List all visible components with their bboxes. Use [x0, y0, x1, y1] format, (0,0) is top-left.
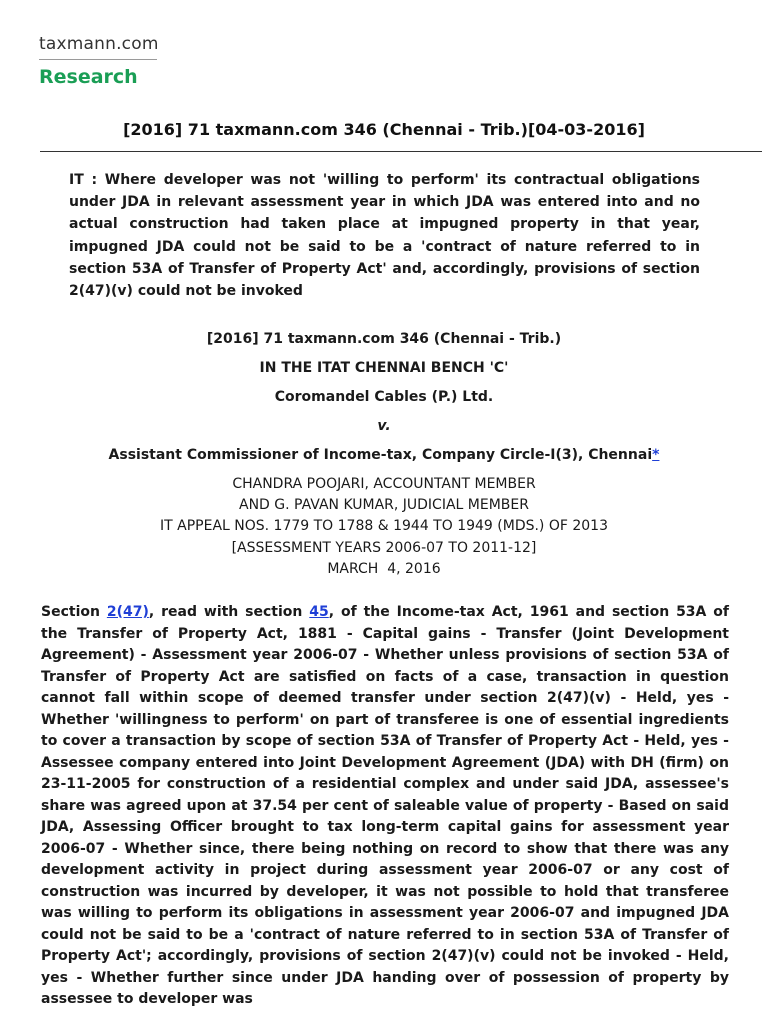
case-summary: IT : Where developer was not 'willing to perform' its contractual obligations under JDA in relevant assessment year in which JDA was entered into and no actual construction had taken place at impugned property in that year, impugned JDA could not be said to be a 'contract of nature referred to in section 53A of Transfer of Property Act' and, accordingly, provisions of section 2(47)(v) could not be invoked: [69, 172, 700, 300]
headnote-body: , of the Income-tax Act, 1961 and section 53A of the Transfer of Property Act, 1881 - Capital gains - Transfer (Joint Development Agreement) - Assessment year 2006-07 - Whether unless provisions of section 53A of Transfer of Property Act are satisfied on facts of a case, transaction in question cannot fall within scope of deemed transfer under section 2(47)(v) - Held, yes - Whether 'willingness to perform' on part of transferee is one of essential ingredients to cover a transaction by scope of section 53A of Transfer of Property Act - Held, yes - Assessee company entered into Joint Development Agreement (JDA) with DH (firm) on 23-11-2005 for construction of a residential complex and under said JDA, assessee's share was agreed upon at 37.54 per cent of saleable value of property - Based on said JDA, Assessing Officer brought to tax long-term capital gains for assessment year 2006-07 - Whether since, there being nothing on record to show that there was any development activity in project during assessment year 2006-07 or any cost of construction was incurred by developer, it was not possible to hold that transferee was willing to perform its obligations in assessment year 2006-07 and impugned JDA could not be said to be a 'contract of nature referred to in section 53A of Transfer of Property Act'; accordingly, provisions of section 2(47)(v) could not be invoked - Held, yes - Whether further since under JDA handing over of possession of property by assessee to developer was: [41, 604, 729, 1007]
members-line-2: AND G. PAVAN KUMAR, JUDICIAL MEMBER: [239, 497, 529, 513]
bench-name: IN THE ITAT CHENNAI BENCH 'C': [259, 360, 509, 376]
appeal-numbers: IT APPEAL NOS. 1779 TO 1788 & 1944 TO 1949 (MDS.) OF 2013: [160, 518, 608, 534]
section-2-47-link[interactable]: 2(47): [106, 604, 149, 620]
respondent-line: [0, 445, 768, 465]
headnote-mid: , read with section: [148, 604, 310, 620]
logo-section-name: Research: [39, 66, 138, 88]
headnote-prefix: Section: [41, 604, 107, 620]
case-citation: [2016] 71 taxmann.com 346 (Chennai - Trib.): [206, 331, 562, 347]
assessment-years: [ASSESSMENT YEARS 2006-07 TO 2011-12]: [231, 540, 537, 556]
headnote: [41, 602, 729, 1011]
citation-heading: [2016] 71 taxmann.com 346 (Chennai - Trib.)[04-03-2016]: [123, 120, 645, 139]
taxmann-research-logo[interactable]: [39, 32, 159, 90]
logo-divider: [39, 59, 157, 60]
heading-divider: [40, 151, 762, 152]
members-line-1: CHANDRA POOJARI, ACCOUNTANT MEMBER: [232, 476, 536, 492]
judgment-date: MARCH 4, 2016: [327, 561, 441, 577]
appellant-name: Coromandel Cables (P.) Ltd.: [274, 389, 494, 405]
versus-label: v.: [377, 418, 391, 434]
respondent-name: Assistant Commissioner of Income-tax, Company Circle-I(3), Chennai: [108, 447, 653, 463]
logo-site-name: taxmann.com: [39, 34, 159, 54]
section-45-link[interactable]: 45: [309, 604, 329, 620]
respondent-footnote-link[interactable]: *: [652, 447, 660, 463]
